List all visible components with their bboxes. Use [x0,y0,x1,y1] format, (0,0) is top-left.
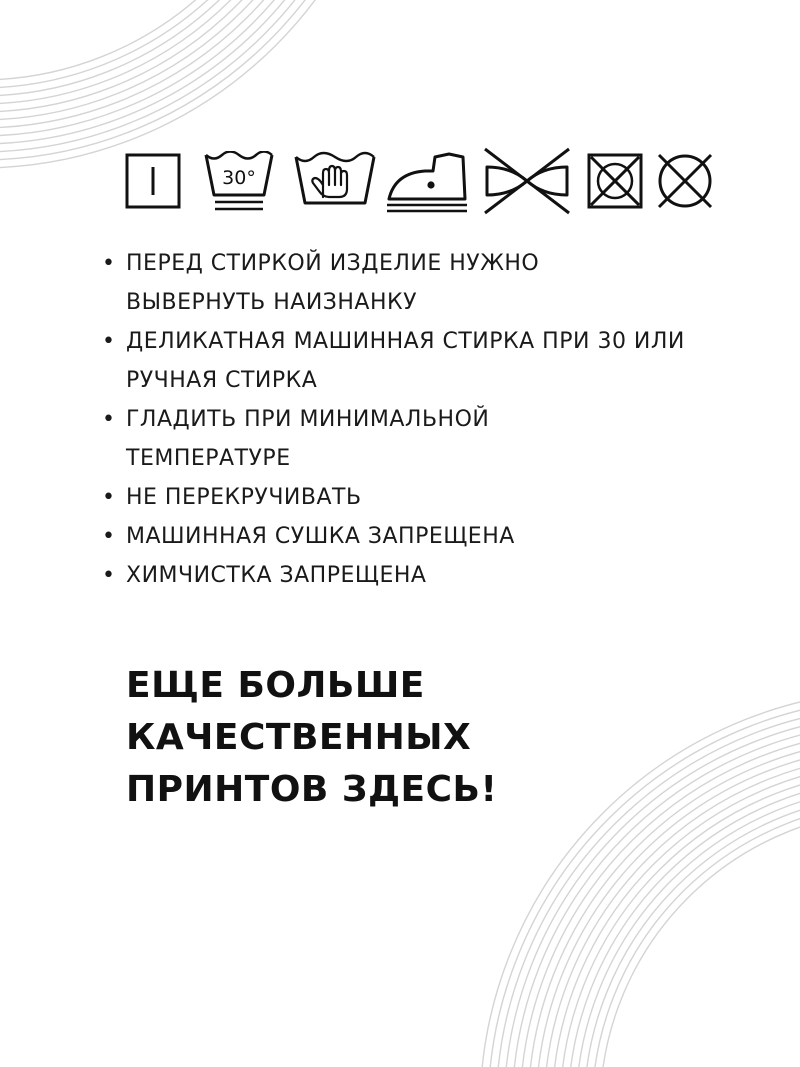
bullet: • [102,485,116,510]
no-tumble-dry-icon [587,153,643,209]
list-item [100,244,605,322]
care-instructions-list [100,244,750,595]
promo-heading: ЕЩЕ БОЛЬШЕ КАЧЕСТВЕННЫХ ПРИНТОВ ЗДЕСЬ! [126,665,498,810]
wash-30-icon [203,151,275,213]
tumble-dry-forbidden-icon [125,153,181,209]
instruction-text: ДЕЛИКАТНАЯ МАШИННАЯ СТИРКА ПРИ 30 ИЛИ РУЧНАЯ СТИРКА [126,329,685,393]
bullet: • [102,563,116,588]
list-item [100,556,750,595]
bullet: • [102,251,116,276]
list-item [100,400,570,478]
wash-temperature-label: 30° [222,167,256,189]
bullet: • [102,329,116,354]
instruction-text: ГЛАДИТЬ ПРИ МИНИМАЛЬНОЙ ТЕМПЕРАТУРЕ [126,407,490,471]
iron-low-icon [383,149,469,213]
list-item [100,478,750,517]
do-not-twist-icon [481,145,573,217]
list-item [100,322,740,400]
instruction-text: ХИМЧИСТКА ЗАПРЕЩЕНА [126,563,427,588]
instruction-text: ПЕРЕД СТИРКОЙ ИЗДЕЛИЕ НУЖНО ВЫВЕРНУТЬ НАИЗНАНКУ [126,251,540,315]
instruction-text: МАШИННАЯ СУШКА ЗАПРЕЩЕНА [126,524,515,549]
care-symbols-row [125,145,720,215]
instruction-text: НЕ ПЕРЕКРУЧИВАТЬ [126,485,362,510]
no-dry-clean-icon [653,149,717,213]
list-item [100,517,750,556]
bullet: • [102,524,116,549]
hand-wash-icon [293,151,377,211]
bullet: • [102,407,116,432]
